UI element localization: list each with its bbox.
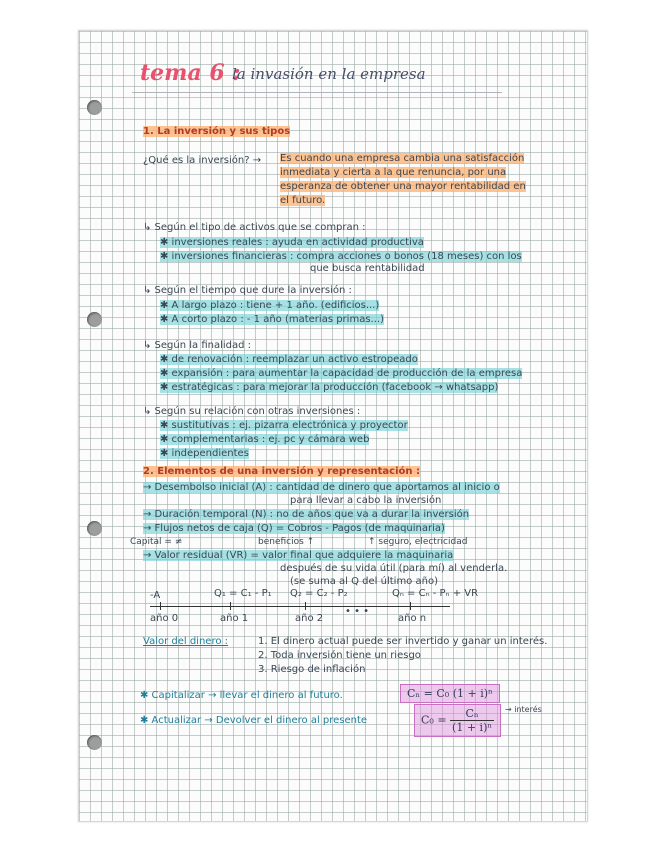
dinero-item-3: 3. Riesgo de inflación [258,664,366,675]
desembolso-item: → Desembolso inicial (A) : cantidad de dinero que aportamos al inicio o [143,482,500,493]
estrategicas-item: ✱ estratégicas : para mejorar la producción (facebook → whatsapp) [160,382,499,393]
activos-heading: ↳ Según el tipo de activos que se compran : [143,222,366,233]
actualizar-formula [414,704,501,737]
timeline-label-qn: Qₙ = Cₙ - Pₙ + VR [392,588,479,599]
capitalizar-text: ✱ Capitalizar → llevar el dinero al futuro. [140,690,343,701]
answer-line-1: Es cuando una empresa cambia una satisfacción [280,153,525,164]
capitalizar-formula-lhs: Cₙ = C₀ [407,687,450,700]
timeline-year-1: año 1 [220,613,249,624]
independientes-item: ✱ independientes [160,448,249,459]
largo-plazo-item: ✱ A largo plazo : tiene + 1 año. (edificios...) [160,300,380,311]
timeline-tick [230,602,231,610]
section-1-heading: 1. La inversión y sus tipos [143,126,291,137]
capitalizar-formula-rhs: (1 + i)ⁿ [452,687,493,700]
binder-hole-top [87,100,102,115]
dinero-heading: Valor del dinero : [143,636,229,647]
page-title: tema 6 : [140,60,241,86]
residual-item: → Valor residual (VR) = valor final que adquiere la maquinaria [143,550,454,561]
actualizar-text: ✱ Actualizar → Devolver el dinero al presente [140,715,368,726]
renovacion-item: ✱ de renovación : reemplazar un activo estropeado [160,354,418,365]
beneficios-note: beneficios ↑ [258,537,315,547]
timeline-label-q1: Q₁ = C₁ - P₁ [214,588,272,599]
actualizar-fraction [450,707,494,734]
question-text: ¿Qué es la inversión? → [143,155,262,166]
binder-hole-middle [87,312,102,327]
financieras-item-cont: que busca rentabilidad [310,263,425,274]
timeline-label-a: -A [150,590,161,601]
actualizar-numerator: Cₙ [450,707,494,721]
timeline-year-2: año 2 [295,613,324,624]
binder-hole-bottom [87,735,102,750]
page-subtitle: la invasión en la empresa [232,65,426,83]
capital-note: Capital = ≠ [130,537,183,547]
seguro-note: ↑ seguro, electricidad [368,537,468,547]
finalidad-heading: ↳ Según la finalidad : [143,340,252,351]
reales-item: ✱ inversiones reales : ayuda en actividad productiva [160,237,424,248]
dinero-item-2: 2. Toda inversión tiene un riesgo [258,650,421,661]
actualizar-formula-lhs: C₀ = [421,713,447,727]
sustitutivas-item: ✱ sustitutivas : ej. pizarra electrónica y proyector [160,420,408,431]
interes-note: → interés [505,705,542,714]
timeline-ellipsis: • • • [345,606,370,617]
residual-item-cont: después de su vida útil (para mí) al venderla. [280,563,508,574]
timeline-axis [150,606,450,607]
timeline-tick [305,602,306,610]
duracion-item: → Duración temporal (N) : no de años que va a durar la inversión [143,509,470,520]
timeline-tick [410,602,411,610]
dinero-item-1: 1. El dinero actual puede ser invertido y ganar un interés. [258,636,548,647]
answer-line-2: inmediata y cierta a la que renuncia, por una [280,167,507,178]
expansion-item: ✱ expansión : para aumentar la capacidad de producción de la empresa [160,368,523,379]
answer-line-4: el futuro. [280,195,326,206]
binder-hole-lower [87,521,102,536]
section-2-heading: 2. Elementos de una inversión y representación : [143,466,420,477]
tiempo-heading: ↳ Según el tiempo que dure la inversión : [143,285,352,296]
timeline-tick [160,602,161,610]
timeline-year-0: año 0 [150,613,179,624]
corto-plazo-item: ✱ A corto plazo : - 1 año (materias primas...) [160,314,384,325]
flujos-item: → Flujos netos de caja (Q) = Cobros - Pagos (de maquinaria) [143,523,445,534]
financieras-item: ✱ inversiones financieras : compra acciones o bonos (18 meses) con los [160,251,522,262]
desembolso-item-cont: para llevar a cabo la inversión [290,495,442,506]
complementarias-item: ✱ complementarias : ej. pc y cámara web [160,434,370,445]
answer-line-3: esperanza de obtener una mayor rentabilidad en [280,181,526,192]
timeline-label-q2: Q₂ = C₂ - P₂ [290,588,348,599]
residual-item-note: (se suma al Q del último año) [290,576,438,587]
capitalizar-formula [400,684,500,703]
actualizar-denominator: (1 + i)ⁿ [452,721,493,734]
timeline-year-n: año n [398,613,427,624]
title-underline [132,92,502,93]
relacion-heading: ↳ Según su relación con otras inversiones : [143,406,361,417]
